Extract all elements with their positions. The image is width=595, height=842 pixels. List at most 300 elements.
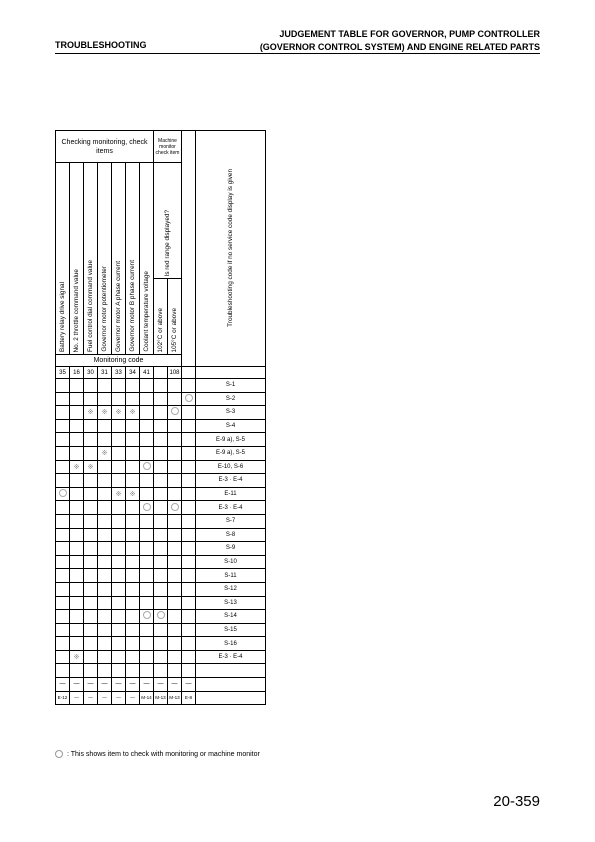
- mark-cell: [140, 501, 154, 515]
- dash-cell: —: [112, 678, 126, 692]
- mark-cell: [182, 542, 196, 556]
- blank-cell: [196, 691, 266, 705]
- trouble-code-cell: S-4: [196, 419, 266, 433]
- blank-cell: [196, 664, 266, 678]
- trouble-code-header-label: Troubleshooting code if no service code display is given: [227, 168, 234, 327]
- trouble-code-cell: S-15: [196, 623, 266, 637]
- monitoring-code-cell: 34: [126, 367, 140, 379]
- mark-cell: [140, 623, 154, 637]
- col-label: Is red range displayed?: [164, 209, 171, 276]
- page-number: 20-359: [493, 793, 540, 810]
- asterisk-mark: ※: [115, 409, 122, 417]
- circle-icon: [59, 489, 67, 497]
- mark-cell: [98, 433, 112, 447]
- mark-cell: [84, 650, 98, 664]
- mark-cell: [140, 569, 154, 583]
- mark-cell: [140, 528, 154, 542]
- mark-cell: [112, 650, 126, 664]
- mark-cell: [84, 406, 98, 420]
- legend-note: [55, 750, 285, 759]
- asterisk-mark: ※: [115, 491, 122, 499]
- table-row: [56, 623, 266, 637]
- legend-text: : This shows item to check with monitoring or machine monitor: [67, 751, 260, 758]
- trouble-code-cell: E-11: [196, 487, 266, 501]
- trouble-code-cell: E-10, S-6: [196, 460, 266, 474]
- mark-cell: [126, 623, 140, 637]
- circle-icon: [143, 462, 151, 470]
- asterisk-mark: ※: [129, 491, 136, 499]
- col-label: 102°C or above: [157, 307, 164, 352]
- judgement-table: [55, 130, 266, 705]
- trouble-code-cell: S-3: [196, 406, 266, 420]
- trouble-code-cell: S-1: [196, 379, 266, 393]
- mark-cell: [182, 487, 196, 501]
- monitoring-code-row: [56, 367, 266, 379]
- mark-cell: [182, 610, 196, 624]
- mark-cell: [168, 542, 182, 556]
- mark-cell: [168, 501, 182, 515]
- mark-cell: [154, 446, 168, 460]
- mark-cell: [140, 460, 154, 474]
- mark-cell: [168, 582, 182, 596]
- mark-cell: [126, 392, 140, 406]
- mark-cell: [168, 474, 182, 488]
- mark-cell: [56, 623, 70, 637]
- mark-cell: [154, 419, 168, 433]
- mark-cell: [98, 569, 112, 583]
- mark-cell: [126, 610, 140, 624]
- col-b-phase: [126, 163, 140, 355]
- trouble-code-header: [196, 131, 266, 367]
- mark-cell: [154, 596, 168, 610]
- mark-cell: [84, 433, 98, 447]
- mark-cell: [112, 379, 126, 393]
- mark-cell: [140, 542, 154, 556]
- mark-cell: [112, 433, 126, 447]
- mark-cell: [84, 460, 98, 474]
- col-red-range: [154, 163, 182, 279]
- mark-cell: [56, 650, 70, 664]
- mark-cell: [98, 542, 112, 556]
- mark-cell: [98, 596, 112, 610]
- mark-cell: [70, 623, 84, 637]
- mark-cell: [112, 487, 126, 501]
- mark-cell: [154, 637, 168, 651]
- mark-cell: [98, 501, 112, 515]
- mark-cell: [126, 637, 140, 651]
- mark-cell: [56, 555, 70, 569]
- circle-icon: [185, 394, 193, 402]
- mark-cell: [56, 379, 70, 393]
- monitoring-code-label: Monitoring code: [56, 355, 182, 367]
- mark-cell: [56, 392, 70, 406]
- mark-cell: [70, 406, 84, 420]
- mark-cell: [98, 379, 112, 393]
- trouble-code-cell: S-10: [196, 555, 266, 569]
- mark-cell: [126, 446, 140, 460]
- mark-cell: [84, 419, 98, 433]
- mark-cell: [98, 406, 112, 420]
- mark-cell: [140, 555, 154, 569]
- circle-icon: [55, 750, 63, 758]
- mark-cell: [70, 542, 84, 556]
- mark-cell: [56, 637, 70, 651]
- mark-cell: [126, 582, 140, 596]
- mark-cell: [98, 650, 112, 664]
- mark-cell: [182, 555, 196, 569]
- dash-cell: —: [126, 678, 140, 692]
- table-row: [56, 596, 266, 610]
- error-code-cell: M-13: [154, 691, 168, 705]
- col-label: Battery relay drive signal: [59, 282, 66, 352]
- mark-cell: [168, 569, 182, 583]
- mark-cell: [98, 487, 112, 501]
- mark-cell: [154, 460, 168, 474]
- mark-cell: [140, 514, 154, 528]
- trouble-code-cell: S-16: [196, 637, 266, 651]
- mark-cell: [70, 650, 84, 664]
- mark-cell: [98, 637, 112, 651]
- mark-cell: [182, 379, 196, 393]
- mark-cell: [126, 433, 140, 447]
- mark-cell: [70, 637, 84, 651]
- table-row: [56, 419, 266, 433]
- table-row: [56, 664, 266, 678]
- mark-cell: [126, 474, 140, 488]
- mark-cell: [154, 487, 168, 501]
- blank-cell: [84, 664, 98, 678]
- circle-icon: [143, 611, 151, 619]
- mark-cell: [168, 392, 182, 406]
- mark-cell: [168, 596, 182, 610]
- asterisk-mark: ※: [101, 450, 108, 458]
- mark-cell: [84, 392, 98, 406]
- mark-cell: [126, 419, 140, 433]
- mark-cell: [182, 637, 196, 651]
- col-label: No. 2 throttle command value: [73, 268, 80, 352]
- mark-cell: [154, 406, 168, 420]
- blank-cell: [70, 664, 84, 678]
- dash-cell: —: [70, 678, 84, 692]
- table-row: [56, 514, 266, 528]
- mark-cell: [126, 460, 140, 474]
- mark-cell: [70, 569, 84, 583]
- mark-cell: [84, 610, 98, 624]
- mark-cell: [84, 501, 98, 515]
- col-105c: [168, 279, 182, 355]
- trouble-code-cell: S-9: [196, 542, 266, 556]
- col-coolant: [140, 163, 154, 355]
- asterisk-mark: ※: [129, 409, 136, 417]
- mark-cell: [126, 528, 140, 542]
- mark-cell: [98, 610, 112, 624]
- table-row: [56, 406, 266, 420]
- mark-cell: [154, 433, 168, 447]
- mark-cell: [98, 528, 112, 542]
- mark-cell: [98, 446, 112, 460]
- mark-cell: [140, 596, 154, 610]
- mark-cell: [168, 379, 182, 393]
- mark-cell: [168, 460, 182, 474]
- machine-monitor-label: Machine monitor check item: [155, 137, 180, 156]
- monitoring-code-cell: 16: [70, 367, 84, 379]
- mark-cell: [126, 650, 140, 664]
- table-row: [56, 460, 266, 474]
- trouble-code-cell: S-13: [196, 596, 266, 610]
- mark-cell: [154, 650, 168, 664]
- mark-cell: [126, 501, 140, 515]
- error-code-cell: —: [112, 691, 126, 705]
- table-row: [56, 569, 266, 583]
- mark-cell: [126, 487, 140, 501]
- table-row: [56, 392, 266, 406]
- asterisk-mark: ※: [73, 463, 80, 471]
- mark-cell: [84, 474, 98, 488]
- col-label: Coolant temperature voltage: [143, 271, 150, 352]
- col-a-phase: [112, 163, 126, 355]
- asterisk-mark: ※: [87, 409, 94, 417]
- mark-cell: [56, 542, 70, 556]
- mark-cell: [112, 596, 126, 610]
- dash-cell: —: [140, 678, 154, 692]
- mark-cell: [182, 460, 196, 474]
- mark-cell: [112, 528, 126, 542]
- section-title: TROUBLESHOOTING: [55, 40, 147, 50]
- trouble-code-cell: S-2: [196, 392, 266, 406]
- mark-cell: [182, 446, 196, 460]
- blank-cell: [154, 664, 168, 678]
- trouble-code-cell: E-9 a), S-5: [196, 446, 266, 460]
- error-code-cell: —: [98, 691, 112, 705]
- col-102c: [154, 279, 168, 355]
- mark-cell: [182, 650, 196, 664]
- mark-cell: [140, 610, 154, 624]
- mark-cell: [168, 637, 182, 651]
- mark-cell: [154, 542, 168, 556]
- monitoring-code-cell: 108: [168, 367, 182, 379]
- mark-cell: [126, 555, 140, 569]
- trouble-code-cell: S-11: [196, 569, 266, 583]
- dash-cell: —: [56, 678, 70, 692]
- mark-cell: [182, 474, 196, 488]
- mark-cell: [98, 419, 112, 433]
- trouble-code-cell: E-3 · E-4: [196, 650, 266, 664]
- mark-cell: [140, 379, 154, 393]
- page-heading-line1: JUDGEMENT TABLE FOR GOVERNOR, PUMP CONTROLLER: [279, 29, 540, 39]
- mark-cell: [154, 392, 168, 406]
- table-row: [56, 446, 266, 460]
- col-no2-throttle: [70, 163, 84, 355]
- mark-cell: [182, 596, 196, 610]
- table-row: [56, 433, 266, 447]
- mark-cell: [84, 569, 98, 583]
- circle-icon: [171, 503, 179, 511]
- mark-cell: [70, 514, 84, 528]
- trouble-code-cell: E-9 a), S-5: [196, 433, 266, 447]
- mark-cell: [112, 623, 126, 637]
- mark-cell: [126, 569, 140, 583]
- blank-cell: [56, 664, 70, 678]
- mark-cell: [112, 446, 126, 460]
- mark-cell: [154, 501, 168, 515]
- dash-cell: —: [168, 678, 182, 692]
- mark-cell: [56, 406, 70, 420]
- mark-cell: [84, 623, 98, 637]
- blank-cell: [140, 664, 154, 678]
- trouble-code-cell: E-3 · E-4: [196, 501, 266, 515]
- mark-cell: [56, 514, 70, 528]
- col-label: 105°C or above: [171, 307, 178, 352]
- mark-cell: [168, 446, 182, 460]
- mark-cell: [140, 650, 154, 664]
- mark-cell: [98, 623, 112, 637]
- mark-cell: [140, 582, 154, 596]
- monitoring-code-cell: 33: [112, 367, 126, 379]
- table-row: [56, 555, 266, 569]
- blank-cell: [126, 664, 140, 678]
- monitoring-code-cell: [182, 367, 196, 379]
- mark-cell: [168, 528, 182, 542]
- page-heading-line2: (GOVERNOR CONTROL SYSTEM) AND ENGINE RELATED PARTS: [259, 42, 540, 52]
- mark-cell: [56, 582, 70, 596]
- error-code-cell: —: [70, 691, 84, 705]
- mark-cell: [168, 406, 182, 420]
- mark-cell: [56, 569, 70, 583]
- monitoring-code-cell: [154, 367, 168, 379]
- trouble-code-cell: S-14: [196, 610, 266, 624]
- mark-cell: [70, 446, 84, 460]
- asterisk-mark: ※: [101, 409, 108, 417]
- mark-cell: [182, 406, 196, 420]
- mark-cell: [70, 419, 84, 433]
- mark-cell: [98, 474, 112, 488]
- trouble-code-cell: S-12: [196, 582, 266, 596]
- mark-cell: [126, 596, 140, 610]
- mark-cell: [168, 514, 182, 528]
- mark-cell: [168, 433, 182, 447]
- circle-icon: [171, 407, 179, 415]
- table-row: [56, 501, 266, 515]
- table-row: [56, 528, 266, 542]
- mark-cell: [84, 555, 98, 569]
- mark-cell: [182, 501, 196, 515]
- mark-cell: [112, 406, 126, 420]
- mark-cell: [84, 446, 98, 460]
- mark-cell: [126, 406, 140, 420]
- mark-cell: [154, 379, 168, 393]
- mark-cell: [98, 460, 112, 474]
- mark-cell: [112, 419, 126, 433]
- mark-cell: [112, 542, 126, 556]
- mark-cell: [140, 419, 154, 433]
- mark-cell: [140, 433, 154, 447]
- mark-cell: [140, 474, 154, 488]
- mark-cell: [182, 569, 196, 583]
- mark-cell: [182, 433, 196, 447]
- mark-cell: [112, 569, 126, 583]
- monitoring-code-cell: 41: [140, 367, 154, 379]
- blank-cell: [182, 664, 196, 678]
- mark-cell: [112, 555, 126, 569]
- mark-cell: [126, 379, 140, 393]
- trouble-code-cell: S-8: [196, 528, 266, 542]
- error-code-cell: M-14: [140, 691, 154, 705]
- table-row: [56, 474, 266, 488]
- mark-cell: [84, 596, 98, 610]
- blank-cell: [196, 678, 266, 692]
- mark-cell: [168, 650, 182, 664]
- mark-cell: [182, 392, 196, 406]
- mark-cell: [140, 446, 154, 460]
- mark-cell: [70, 610, 84, 624]
- dash-cell: —: [98, 678, 112, 692]
- monitoring-code-cell: 35: [56, 367, 70, 379]
- mark-cell: [70, 528, 84, 542]
- mark-cell: [70, 392, 84, 406]
- checking-items-label: Checking monitoring, check items: [61, 138, 148, 155]
- table-row: [56, 379, 266, 393]
- mark-cell: [182, 419, 196, 433]
- mark-cell: [126, 542, 140, 556]
- trouble-code-cell: S-7: [196, 514, 266, 528]
- mark-cell: [98, 582, 112, 596]
- mark-cell: [70, 501, 84, 515]
- mark-cell: [112, 474, 126, 488]
- col-potentiometer: [98, 163, 112, 355]
- mark-cell: [70, 474, 84, 488]
- blank-cell: [196, 367, 266, 379]
- header-rule: [55, 53, 540, 54]
- error-code-cell: E-8: [182, 691, 196, 705]
- mark-cell: [84, 637, 98, 651]
- mark-cell: [154, 610, 168, 624]
- col-battery-relay: [56, 163, 70, 355]
- mark-cell: [70, 487, 84, 501]
- col-label: Governor motor B phase current: [129, 260, 136, 352]
- mark-cell: [56, 501, 70, 515]
- mark-cell: [84, 379, 98, 393]
- mark-cell: [126, 514, 140, 528]
- mark-cell: [168, 419, 182, 433]
- mark-cell: [56, 419, 70, 433]
- table-row: [56, 542, 266, 556]
- mark-cell: [182, 582, 196, 596]
- error-code-cell: —: [126, 691, 140, 705]
- mark-cell: [154, 514, 168, 528]
- table-row: [56, 582, 266, 596]
- mark-cell: [140, 406, 154, 420]
- mark-cell: [154, 528, 168, 542]
- blank-header-cell: [182, 131, 196, 367]
- col-fuel-dial: [84, 163, 98, 355]
- mark-cell: [70, 433, 84, 447]
- mark-cell: [84, 542, 98, 556]
- mark-cell: [98, 514, 112, 528]
- mark-cell: [56, 474, 70, 488]
- monitoring-code-cell: 30: [84, 367, 98, 379]
- checking-items-header: [56, 131, 154, 163]
- mark-cell: [168, 555, 182, 569]
- mark-cell: [70, 379, 84, 393]
- table-row: [56, 650, 266, 664]
- mark-cell: [112, 610, 126, 624]
- col-label: Governor motor A phase current: [115, 261, 122, 352]
- mark-cell: [112, 501, 126, 515]
- col-label: Governor motor potentiometer: [101, 266, 108, 352]
- trouble-code-cell: E-3 · E-4: [196, 474, 266, 488]
- mark-cell: [112, 460, 126, 474]
- asterisk-mark: ※: [87, 463, 94, 471]
